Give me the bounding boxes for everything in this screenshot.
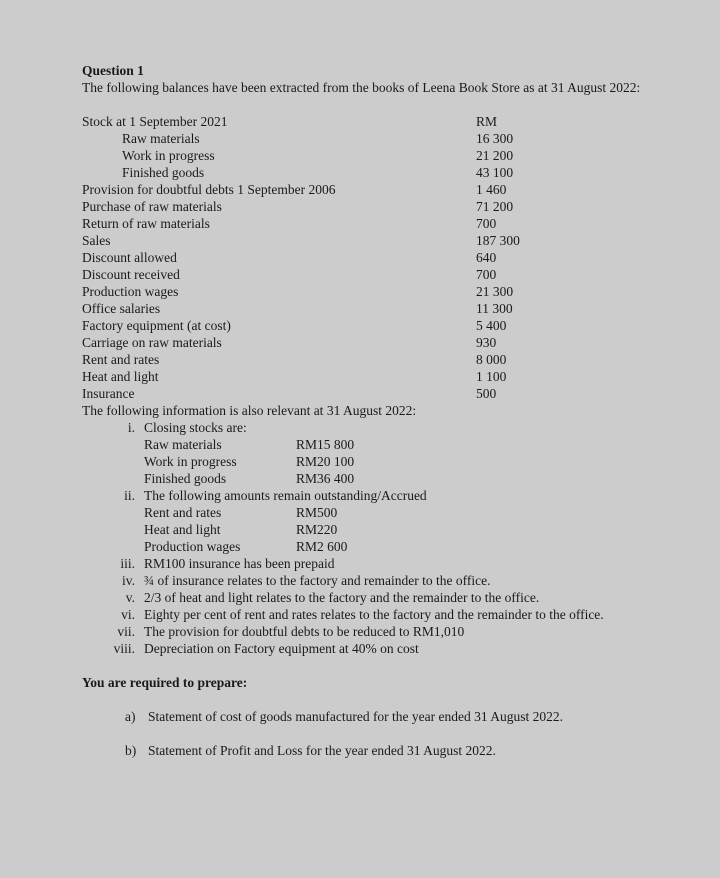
balance-value: 5 400 xyxy=(476,318,507,333)
balances-header-currency: RM xyxy=(476,114,498,129)
balance-row xyxy=(82,249,670,266)
balance-label: Office salaries xyxy=(82,301,161,316)
spacer xyxy=(82,657,670,674)
note-text: Closing stocks are: xyxy=(144,420,247,435)
balance-label: Provision for doubtful debts 1 September 2006 xyxy=(82,182,336,197)
note-row xyxy=(82,589,670,606)
note-subitem-row xyxy=(82,453,670,470)
required-item-row xyxy=(82,742,670,759)
note-subitem-value: RM500 xyxy=(296,505,338,520)
note-row xyxy=(82,487,670,504)
balance-row xyxy=(82,385,670,402)
note-marker: iii. xyxy=(120,556,135,571)
note-row xyxy=(82,419,670,436)
balances-list xyxy=(82,113,670,402)
note-text: The following amounts remain outstanding/Accrued xyxy=(144,488,427,503)
note-marker: v. xyxy=(125,590,135,605)
notes-list xyxy=(82,419,670,657)
balance-value: 930 xyxy=(476,335,497,350)
required-item-text: Statement of Profit and Loss for the year ended 31 August 2022. xyxy=(148,743,496,758)
note-marker: vi. xyxy=(121,607,135,622)
balance-value: 21 300 xyxy=(476,284,514,299)
balance-label: Return of raw materials xyxy=(82,216,210,231)
document-intro: The following balances have been extracted from the books of Leena Book Store as at 31 August 2022: xyxy=(82,80,641,95)
note-subitem-row xyxy=(82,504,670,521)
balance-value: 71 200 xyxy=(476,199,514,214)
balance-value: 700 xyxy=(476,216,497,231)
balance-label: Finished goods xyxy=(122,165,205,180)
balance-row xyxy=(82,300,670,317)
balance-row xyxy=(82,351,670,368)
spacer xyxy=(82,725,670,742)
note-subitem-row xyxy=(82,470,670,487)
note-subitem-value: RM220 xyxy=(296,522,338,537)
note-subitem-row xyxy=(82,538,670,555)
note-row xyxy=(82,555,670,572)
spacer xyxy=(82,691,670,708)
note-marker: viii. xyxy=(113,641,135,656)
note-subitem-value: RM2 600 xyxy=(296,539,348,554)
balance-row xyxy=(82,283,670,300)
balance-value: 43 100 xyxy=(476,165,514,180)
balance-row xyxy=(82,368,670,385)
balance-row xyxy=(82,198,670,215)
balance-label: Carriage on raw materials xyxy=(82,335,222,350)
balance-value: 8 000 xyxy=(476,352,507,367)
balance-value: 1 100 xyxy=(476,369,507,384)
balance-value: 21 200 xyxy=(476,148,514,163)
balances-header-row xyxy=(82,113,670,130)
balance-row xyxy=(82,215,670,232)
note-marker: ii. xyxy=(124,488,135,503)
spacer xyxy=(82,96,670,113)
balance-label: Factory equipment (at cost) xyxy=(82,318,231,333)
note-marker: iv. xyxy=(122,573,135,588)
balance-label: Discount allowed xyxy=(82,250,177,265)
required-item-text: Statement of cost of goods manufactured for the year ended 31 August 2022. xyxy=(148,709,564,724)
balance-label: Work in progress xyxy=(122,148,215,163)
note-subitem-value: RM36 400 xyxy=(296,471,355,486)
balance-row xyxy=(82,164,670,181)
balance-value: 187 300 xyxy=(476,233,520,248)
balance-label: Production wages xyxy=(82,284,179,299)
balance-value: 640 xyxy=(476,250,497,265)
balance-label: Discount received xyxy=(82,267,180,282)
balance-value: 500 xyxy=(476,386,497,401)
note-row xyxy=(82,572,670,589)
note-text: Depreciation on Factory equipment at 40% on cost xyxy=(144,641,419,656)
balances-header-label: Stock at 1 September 2021 xyxy=(82,114,228,129)
balance-label: Purchase of raw materials xyxy=(82,199,222,214)
balance-row xyxy=(82,181,670,198)
balance-label: Insurance xyxy=(82,386,135,401)
note-subitem-label: Raw materials xyxy=(144,437,222,452)
balance-row xyxy=(82,232,670,249)
balances-rows xyxy=(82,130,670,402)
note-text: ¾ of insurance relates to the factory and remainder to the office. xyxy=(144,573,491,588)
required-heading: You are required to prepare: xyxy=(82,675,248,690)
balance-label: Heat and light xyxy=(82,369,159,384)
required-item-marker: a) xyxy=(125,709,136,724)
note-row xyxy=(82,606,670,623)
note-marker: i. xyxy=(127,420,135,435)
balance-value: 16 300 xyxy=(476,131,514,146)
balance-row xyxy=(82,266,670,283)
note-subitem-label: Rent and rates xyxy=(144,505,222,520)
note-subitem-label: Heat and light xyxy=(144,522,221,537)
required-list xyxy=(82,708,670,759)
balance-label: Rent and rates xyxy=(82,352,160,367)
balance-row xyxy=(82,334,670,351)
balance-row xyxy=(82,147,670,164)
note-subitem-row xyxy=(82,436,670,453)
required-item-row xyxy=(82,708,670,725)
note-text: 2/3 of heat and light relates to the factory and the remainder to the office. xyxy=(144,590,540,605)
note-subitem-value: RM20 100 xyxy=(296,454,355,469)
balance-label: Raw materials xyxy=(122,131,200,146)
balance-value: 700 xyxy=(476,267,497,282)
note-row xyxy=(82,623,670,640)
note-row xyxy=(82,640,670,657)
balance-row xyxy=(82,130,670,147)
note-subitem-label: Work in progress xyxy=(144,454,237,469)
balance-row xyxy=(82,317,670,334)
note-text: The provision for doubtful debts to be reduced to RM1,010 xyxy=(144,624,465,639)
note-text: RM100 insurance has been prepaid xyxy=(144,556,335,571)
balance-value: 1 460 xyxy=(476,182,507,197)
note-subitem-value: RM15 800 xyxy=(296,437,355,452)
note-marker: vii. xyxy=(117,624,135,639)
page-title: Question 1 xyxy=(82,63,144,78)
note-subitem-row xyxy=(82,521,670,538)
balance-value: 11 300 xyxy=(476,301,513,316)
balance-label: Sales xyxy=(82,233,111,248)
note-subitem-label: Finished goods xyxy=(144,471,227,486)
note-subitem-label: Production wages xyxy=(144,539,241,554)
required-item-marker: b) xyxy=(125,743,137,758)
note-text: Eighty per cent of rent and rates relates to the factory and the remainder to the office. xyxy=(144,607,604,622)
relevant-info-intro: The following information is also relevant at 31 August 2022: xyxy=(82,403,417,418)
